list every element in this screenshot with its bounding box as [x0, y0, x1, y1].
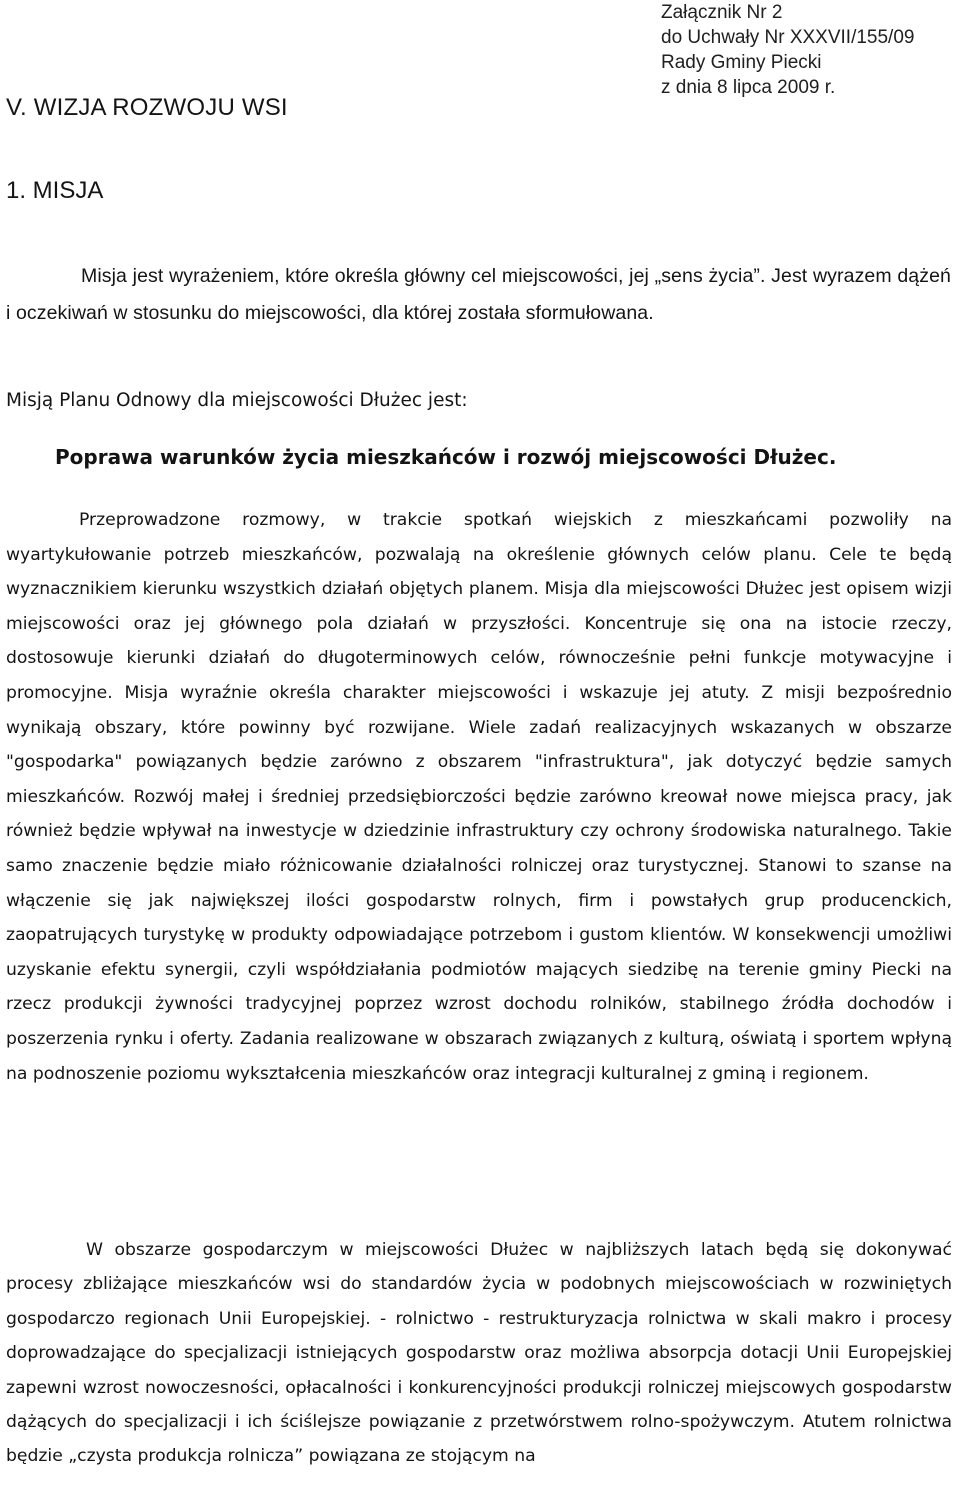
- attachment-reference: [661, 0, 956, 100]
- mission-statement: Poprawa warunków życia mieszkańców i rozwój miejscowości Dłużec.: [55, 445, 837, 469]
- paragraph-consultations: Przeprowadzone rozmowy, w trakcie spotkań wiejskich z mieszkańcami pozwoliły na wyartykułowanie potrzeb mieszkańców, pozwalają na określenie głównych celów planu. Cele te będą wyznacznikiem kierunku wszystkich działań objętych planem. Misja dla miejscowości Dłużec jest opisem wizji miejscowości oraz jej głównego pola działań w przyszłości. Koncentruje się ona na istocie rzeczy, dostosowuje kierunki działań do długoterminowych celów, równocześnie pełni funkcje motywacyjne i promocyjne. Misja wyraźnie określa charakter miejscowości i wskazuje jej atuty. Z misji bezpośrednio wynikają obszary, które powinny być rozwijane. Wiele zadań realizacyjnych wskazanych w obszarze "gospodarka" powiązanych będzie zarówno z obszarem "infrastruktura", jak dotyczyć będzie samych mieszkańców. Rozwój małej i średniej przedsiębiorczości będzie zarówno kreował nowe miejsca pracy, jak również będzie wpływał na inwestycje w dziedzinie infrastruktury czy ochrony środowiska naturalnego. Takie samo znaczenie będzie miało różnicowanie działalności rolniczej oraz turystycznej. Stanowi to szanse na włączenie się jak największej ilości gospodarstw rolnych, firm i powstałych grup producenckich, zaopatrujących turystykę w produkty odpowiadające potrzebom i gustom klientów. W konsekwencji umożliwi uzyskanie efektu synergii, czyli współdziałania podmiotów mających siedzibę na terenie gminy Piecki na rzecz produkcji żywności tradycyjnej poprzez wzrost dochodu rolników, stabilnego źródła dochodów i poszerzenia rynku i oferty. Zadania realizowane w obszarach związanych z kulturą, oświatą i sportem wpłyną na podnoszenie poziomu wykształcenia mieszkańców oraz integracji kulturalnej z gminą i regionem.: [6, 510, 952, 1084]
- attachment-line: Rady Gminy Piecki: [661, 52, 822, 73]
- attachment-line: z dnia 8 lipca 2009 r.: [661, 77, 836, 98]
- paragraph-economy: W obszarze gospodarczym w miejscowości Dłużec w najbliższych latach będą się dokonywać procesy zbliżające mieszkańców wsi do standardów życia w podobnych miejscowościach w rozwiniętych gospodarczo regionach Unii Europejskiej. - rolnictwo - restrukturyzacja rolnictwa w skali makro i procesy doprowadzające do specjalizacji istniejących gospodarstw oraz możliwa absorpcja dotacji Unii Europejskiej zapewni wzrost nowoczesności, opłacalności i konkurencyjności produkcji rolniczej miejscowych gospodarstw dążących do specjalizacji i ich ściślejsze powiązanie z przetwórstwem rolno-spożywczym. Atutem rolnictwa będzie „czysta produkcja rolnicza” powiązana ze stojącym na: [6, 1240, 952, 1467]
- mission-intro: Misją Planu Odnowy dla miejscowości Dłużec jest:: [6, 390, 468, 411]
- mission-heading: 1. MISJA: [6, 177, 104, 204]
- attachment-line: do Uchwały Nr XXXVII/155/09: [661, 27, 915, 48]
- section-title: V. WIZJA ROZWOJU WSI: [6, 94, 288, 121]
- paragraph-definition: Misja jest wyrażeniem, które określa główny cel miejscowości, jej „sens życia”. Jest wyrazem dążeń i oczekiwań w stosunku do miejscowości, dla której została sformułowana.: [6, 265, 951, 324]
- attachment-line: Załącznik Nr 2: [661, 2, 783, 23]
